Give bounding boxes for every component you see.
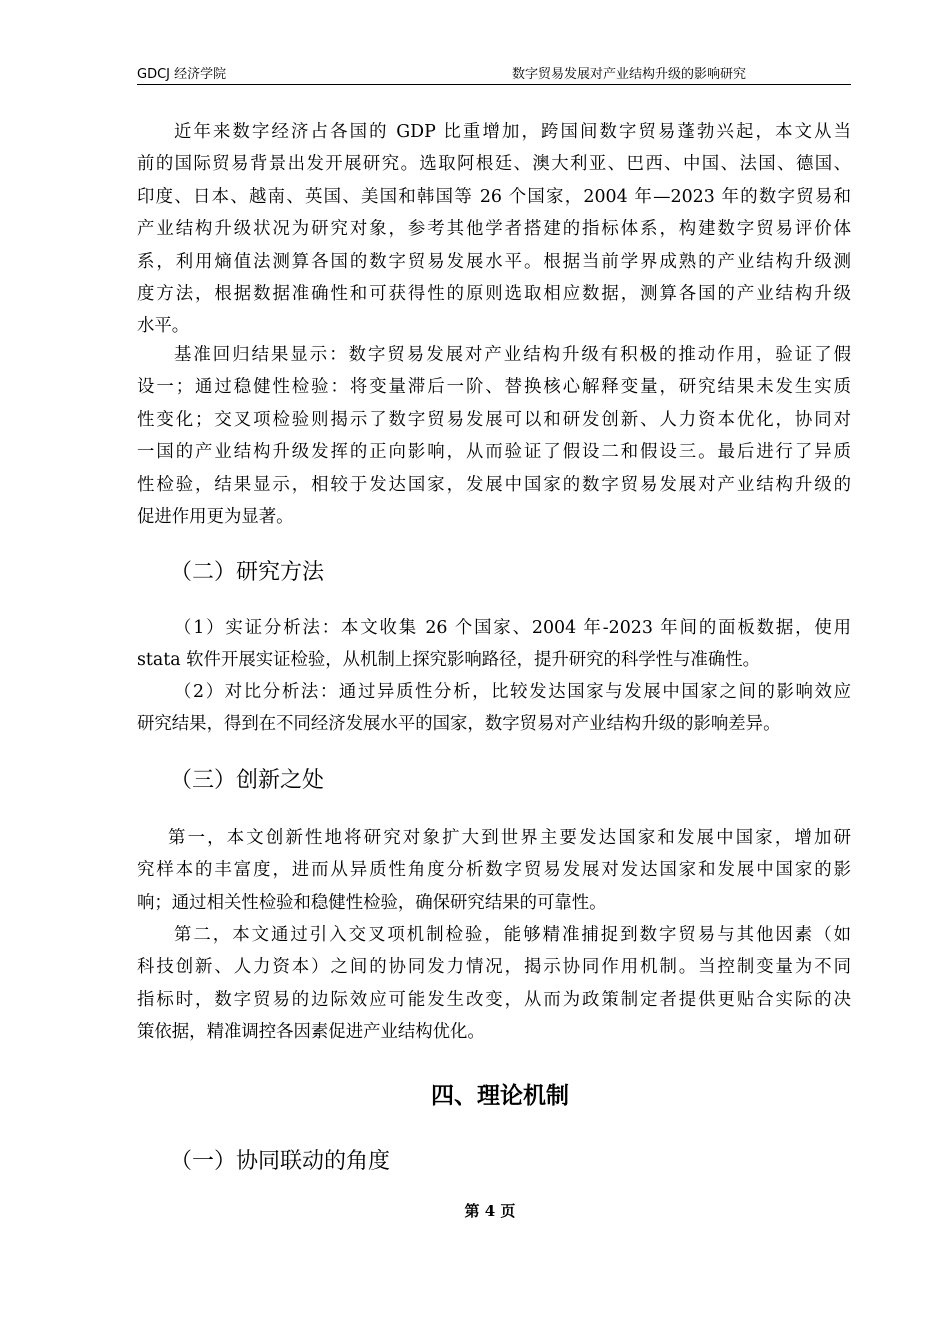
text-line: （2）对比分析法：通过异质性分析，比较发达国家与发展中国家之间的影响效应 xyxy=(174,682,851,702)
heading-innovation: （三）创新之处 xyxy=(170,768,325,793)
text-line: 产业结构升级状况为研究对象，参考其他学者搭建的指标体系，构建数字贸易评价体 xyxy=(137,219,851,240)
chapter-title: 四、理论机制 xyxy=(431,1083,569,1109)
text-line: 印度、日本、越南、英国、美国和韩国等 26 个国家，2004 年—2023 年的数字贸易和 xyxy=(137,186,851,207)
text-line: stata 软件开展实证检验，从机制上探究影响路径，提升研究的科学性与准确性。 xyxy=(137,650,761,671)
text-line: 究样本的丰富度，进而从异质性角度分析数字贸易发展对发达国家和发展中国家的影 xyxy=(137,860,851,881)
text-line: 策依据，精准调控各因素促进产业结构优化。 xyxy=(137,1022,485,1043)
text-line: 近年来数字经济占各国的 GDP 比重增加，跨国间数字贸易蓬勃兴起，本文从当 xyxy=(174,122,851,142)
text-line: 性检验，结果显示，相较于发达国家，发展中国家的数字贸易发展对产业结构升级的 xyxy=(137,474,851,495)
text-line: 科技创新、人力资本）之间的协同发力情况，揭示协同作用机制。当控制变量为不同 xyxy=(137,957,851,978)
paragraph-innovation-2 xyxy=(137,919,851,1049)
text-line: 研究结果，得到在不同经济发展水平的国家，数字贸易对产业结构升级的影响差异。 xyxy=(137,714,781,735)
text-line: 基准回归结果显示：数字贸易发展对产业结构升级有积极的推动作用，验证了假 xyxy=(174,345,851,365)
page-number: 第 4 页 xyxy=(464,1202,516,1220)
text-line: 水平。 xyxy=(137,316,190,337)
paragraph-results xyxy=(137,339,851,533)
paragraph-overview xyxy=(137,116,851,343)
text-line: 第一，本文创新性地将研究对象扩大到世界主要发达国家和发展中国家，增加研 xyxy=(168,828,851,848)
text-line: （1）实证分析法：本文收集 26 个国家、2004 年-2023 年间的面板数据，使用 xyxy=(174,618,851,638)
text-line: 响；通过相关性检验和稳健性检验，确保研究结果的可靠性。 xyxy=(137,892,607,913)
text-line: 一国的产业结构升级发挥的正向影响，从而验证了假设二和假设三。最后进行了异质 xyxy=(137,442,851,463)
heading-methods: （二）研究方法 xyxy=(170,560,325,585)
header-right: 数字贸易发展对产业结构升级的影响研究 xyxy=(512,67,747,82)
paragraph-method-1 xyxy=(137,612,851,677)
text-line: 性变化；交叉项检验则揭示了数字贸易发展可以和研发创新、人力资本优化，协同对 xyxy=(137,409,851,430)
text-line: 度方法，根据数据准确性和可获得性的原则选取相应数据，测算各国的产业结构升级 xyxy=(137,283,851,304)
heading-synergy: （一）协同联动的角度 xyxy=(170,1149,391,1174)
text-line: 系，利用熵值法测算各国的数字贸易发展水平。根据当前学界成熟的产业结构升级测 xyxy=(137,251,851,272)
header-left: GDCJ 经济学院 xyxy=(137,67,227,82)
paragraph-innovation-1 xyxy=(137,822,851,919)
text-line: 第二，本文通过引入交叉项机制检验，能够精准捕捉到数字贸易与其他因素（如 xyxy=(174,925,851,945)
text-line: 促进作用更为显著。 xyxy=(137,506,294,527)
text-line: 指标时，数字贸易的边际效应可能发生改变，从而为政策制定者提供更贴合实际的决 xyxy=(137,989,851,1010)
text-line: 前的国际贸易背景出发开展研究。选取阿根廷、澳大利亚、巴西、中国、法国、德国、 xyxy=(137,154,851,175)
text-line: 设一；通过稳健性检验：将变量滞后一阶、替换核心解释变量，研究结果未发生实质 xyxy=(137,377,851,398)
page-header xyxy=(137,66,851,85)
paragraph-method-2 xyxy=(137,676,851,741)
